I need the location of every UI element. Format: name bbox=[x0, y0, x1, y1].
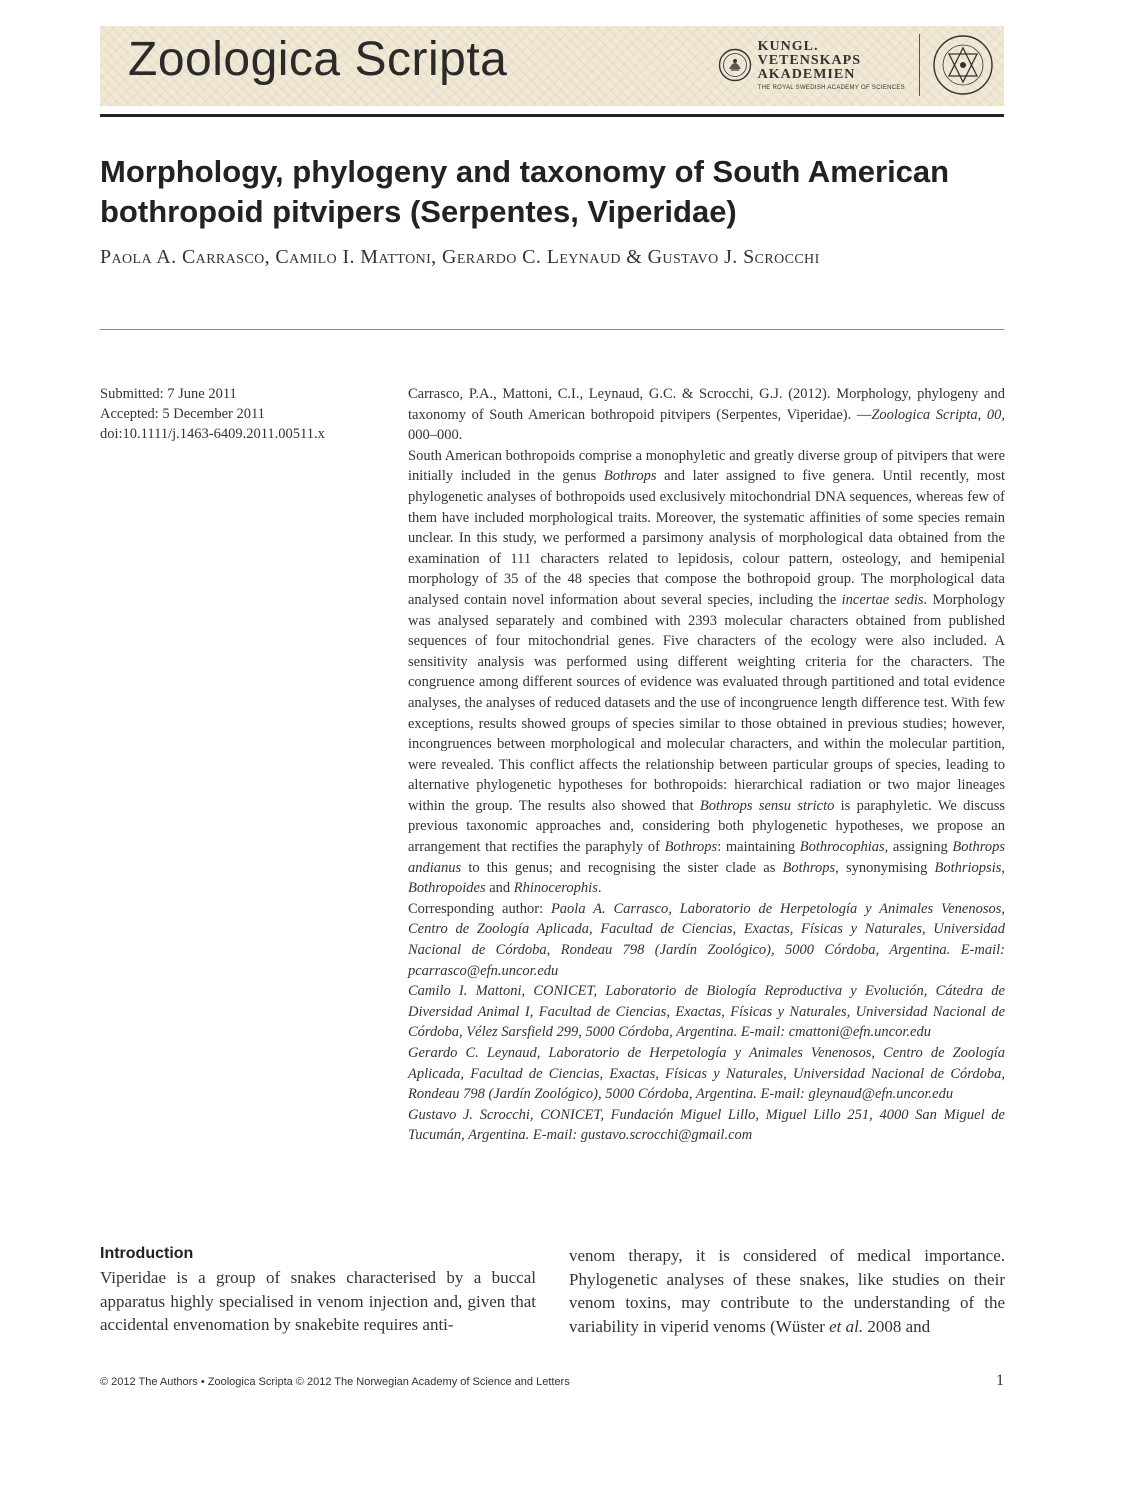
taxon-name: Bothropoides bbox=[408, 880, 486, 897]
dnva-seal-icon bbox=[932, 34, 994, 96]
abstract-text: , bbox=[1001, 859, 1005, 876]
doi: doi:10.1111/j.1463-6409.2011.00511.x bbox=[100, 426, 325, 442]
abstract-text: and bbox=[485, 880, 514, 897]
taxon-name: Bothrops bbox=[782, 859, 836, 876]
citation-text: Carrasco, P.A., Mattoni, C.I., Leynaud, G.C. & Scrocchi, G.J. (2012). Morphology, phylogeny and taxonomy of South American bothropoid pitvipers (Serpentes, Viperidae). — bbox=[408, 386, 1005, 423]
taxon-name: Bothrops bbox=[603, 468, 657, 485]
corresponding-label: Corresponding author: bbox=[408, 900, 551, 917]
introduction-heading: Introduction bbox=[100, 1245, 194, 1262]
introduction-text: 2008 and bbox=[863, 1316, 931, 1336]
author-list: Paola A. Carrasco, Camilo I. Mattoni, Gerardo C. Leynaud & Gustavo J. Scrocchi bbox=[100, 246, 820, 268]
academy-logos bbox=[718, 32, 994, 98]
page-number: 1 bbox=[996, 1372, 1004, 1389]
abstract-text: South American bothropoids comprise a monophyletic and greatly diverse group of pitvipers that were initially included in the genus bbox=[408, 447, 1005, 485]
abstract-text: to this genus; and recognising the sister clade as bbox=[461, 859, 783, 876]
taxon-name: Rhinocerophis bbox=[513, 880, 598, 897]
journal-title: Zoologica Scripta bbox=[128, 33, 508, 86]
journal-banner bbox=[100, 26, 1004, 106]
abstract-column bbox=[408, 384, 1005, 1146]
kva-line-1: KUNGL. bbox=[757, 38, 819, 54]
citation bbox=[408, 384, 1005, 446]
taxon-name: Bothrocophias bbox=[799, 839, 885, 856]
accepted-date: Accepted: 5 December 2011 bbox=[100, 406, 265, 422]
citation-journal: Zoologica Scripta, 00, bbox=[871, 406, 1006, 423]
banner-rule bbox=[100, 114, 1004, 117]
affiliation-1: Paola A. Carrasco, Laboratorio de Herpetología y Animales Venenosos, Centro de Zoología Aplicada, Facultad de Ciencias, Exactas, Físicas y Naturales, Universidad Nacional de Córdoba, Rondeau 798 (Jardín Zoológico), 5000 Córdoba, Argentina. E-mail: pcarrasco@efn.uncor.edu bbox=[408, 900, 1005, 979]
logo-divider bbox=[919, 34, 920, 96]
abstract-text: , assigning bbox=[884, 839, 953, 856]
introduction-column-2 bbox=[569, 1244, 1005, 1338]
et-al: et al. bbox=[829, 1316, 864, 1336]
article-title-line-2: bothropoid pitvipers (Serpentes, Viperidae) bbox=[100, 194, 737, 229]
taxon-name: incertae sedis bbox=[841, 591, 924, 608]
abstract-body bbox=[408, 446, 1005, 899]
taxon-name: Bothrops bbox=[664, 839, 718, 856]
kva-subtitle: THE ROYAL SWEDISH ACADEMY OF SCIENCES bbox=[757, 84, 905, 91]
affiliation-4: Gustavo J. Scrocchi, CONICET, Fundación Miguel Lillo, Miguel Lillo 251, 4000 San Miguel de Tucumán, Argentina. E-mail: gustavo.scrocchi@gmail.com bbox=[408, 1106, 1005, 1144]
introduction-column-1 bbox=[100, 1244, 536, 1337]
kva-line-2: VETENSKAPS bbox=[757, 52, 861, 68]
abstract-text: , synonymising bbox=[835, 859, 935, 876]
header-divider bbox=[100, 329, 1004, 330]
introduction-text-1: Viperidae is a group of snakes characterised by a buccal apparatus highly specialised in venom injection and, given that accidental envenomation by snakebite requires anti- bbox=[100, 1268, 536, 1334]
affiliation-2: Camilo I. Mattoni, CONICET, Laboratorio de Biología Reproductiva y Evolución, Cátedra de Diversidad Animal I, Facultad de Ciencias, Exactas, Físicas y Naturales, Universidad Nacional de Córdoba, Vélez Sarsfield 299, 5000 Córdoba, Argentina. E-mail: cmattoni@efn.uncor.edu bbox=[408, 983, 1005, 1041]
kva-line-3: AKADEMIEN bbox=[757, 66, 856, 82]
corresponding-author bbox=[408, 899, 1005, 981]
taxon-name: Bothrops sensu stricto bbox=[699, 797, 835, 814]
abstract-text: : maintaining bbox=[717, 839, 800, 856]
taxon-name: Bothriopsis bbox=[934, 859, 1002, 876]
introduction-text-2 bbox=[569, 1244, 1005, 1338]
kva-seal-icon bbox=[718, 48, 752, 82]
abstract-text: . bbox=[597, 880, 602, 897]
taxon-name: Bothrops andianus bbox=[408, 839, 1005, 876]
submission-info bbox=[100, 384, 370, 444]
introduction-text: venom therapy, it is considered of medical importance. Phylogenetic analyses of these snakes, like studies on their venom toxins, may contribute to the understanding of the variability in viperid venoms (Wüster bbox=[569, 1246, 1005, 1336]
affiliation-3: Gerardo C. Leynaud, Laboratorio de Herpetología y Animales Venenosos, Centro de Zoología Aplicada, Facultad de Ciencias, Exactas, Físicas y Naturales, Universidad Nacional de Córdoba, Rondeau 798 (Jardín Zoológico), 5000 Córdoba, Argentina. E-mail: gleynaud@efn.uncor.edu bbox=[408, 1045, 1005, 1103]
abstract-text: and later assigned to five genera. Until recently, most phylogenetic analyses of bothropoids used exclusively mitochondrial DNA sequences, whereas few of them have included morphological traits. Moreover, the systematic affinities of some species remain unclear. In this study, we performed a parsimony analysis of morphological data obtained from the examination of 111 characters related to lepidosis, colour pattern, osteology, and hemipenial morphology of 35 of the 48 species that compose the bothropoid group. The morphological data analysed contain novel information about several species, including the bbox=[408, 468, 1005, 608]
citation-pages: 000–000. bbox=[408, 427, 463, 444]
copyright-footer: © 2012 The Authors • Zoologica Scripta © 2012 The Norwegian Academy of Science and Letters bbox=[100, 1376, 570, 1388]
article-title bbox=[100, 152, 1004, 232]
submitted-date: Submitted: 7 June 2011 bbox=[100, 386, 237, 402]
article-title-line-1: Morphology, phylogeny and taxonomy of South American bbox=[100, 154, 950, 189]
kva-wordmark bbox=[758, 40, 905, 91]
abstract-text: . Morphology was analysed separately and combined with 2393 molecular characters obtained from published sequences of four mitochondrial genes. Five characters of the ecology were also included. A sensitivity analysis was performed using different weighting criteria for the characters. The congruence among different sources of evidence was evaluated through partitioned and total evidence analyses, the analyses of reduced datasets and the use of incongruence length difference test. With few exceptions, results showed groups of species similar to those obtained in previous studies; however, incongruences between morphological and molecular characters, and within the molecular partition, were revealed. This conflict affects the relationship between particular groups of species, leading to alternative phylogenetic hypotheses for bothropoids: hierarchical radiation or two major lineages within the group. The results also showed that bbox=[408, 591, 1005, 814]
abstract-text: is paraphyletic. We discuss previous taxonomic approaches and, considering both phylogenetic hypotheses, we propose an arrangement that rectifies the paraphyly of bbox=[408, 797, 1005, 856]
